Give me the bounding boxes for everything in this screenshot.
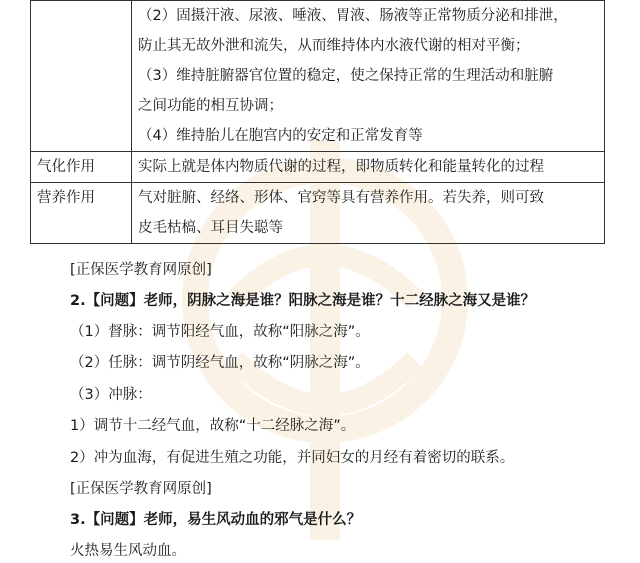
row-text-line: 实际上就是体内物质代谢的过程，即物质转化和能量转化的过程	[138, 159, 544, 175]
answer-line: （2）任脉：调节阴经气血，故称“阴脉之海”。	[70, 355, 370, 371]
table-row	[31, 1, 605, 152]
answer-line: 1）调节十二经气血，故称“十二经脉之海”。	[70, 418, 356, 434]
answer-line: （1）督脉：调节阳经气血，故称“阳脉之海”。	[70, 324, 370, 340]
row-text-line: 防止其无故外泄和流失，从而维持体内水液代谢的相对平衡；	[138, 38, 530, 54]
row-content	[132, 1, 605, 152]
row-text-line: 皮毛枯槁、耳目失聪等	[138, 220, 283, 236]
row-label	[31, 1, 132, 152]
source-note: [正保医学教育网原创]	[70, 262, 212, 278]
table-row	[31, 183, 605, 244]
row-text-line: （3）维持脏腑器官位置的稳定，使之保持正常的生理活动和脏腑	[138, 68, 554, 84]
row-text-line: （4）维持胎儿在胞宫内的安定和正常发育等	[138, 128, 423, 144]
row-content	[132, 183, 605, 244]
row-label: 营养作用	[31, 183, 132, 244]
question-2: 2.【问题】老师，阴脉之海是谁？阳脉之海是谁？十二经脉之海又是谁？	[70, 293, 536, 309]
answer-line: （3）冲脉：	[70, 387, 152, 403]
row-content	[132, 152, 605, 183]
row-text-line: 气对脏腑、经络、形体、官窍等具有营养作用。若失养，则可致	[138, 190, 544, 206]
question-3: 3.【问题】老师，易生风动血的邪气是什么？	[70, 512, 362, 528]
row-text-line: 之间功能的相互协调；	[138, 98, 283, 114]
source-note: [正保医学教育网原创]	[70, 481, 212, 497]
row-label: 气化作用	[31, 152, 132, 183]
answer-line: 火热易生风动血。	[70, 543, 186, 559]
row-text-line: （2）固摄汗液、尿液、唾液、胃液、肠液等正常物质分泌和排泄，	[138, 8, 568, 24]
table-row	[31, 152, 605, 183]
qi-function-table	[30, 0, 605, 244]
answer-line: 2）冲为血海，有促进生殖之功能，并同妇女的月经有着密切的联系。	[70, 450, 515, 466]
